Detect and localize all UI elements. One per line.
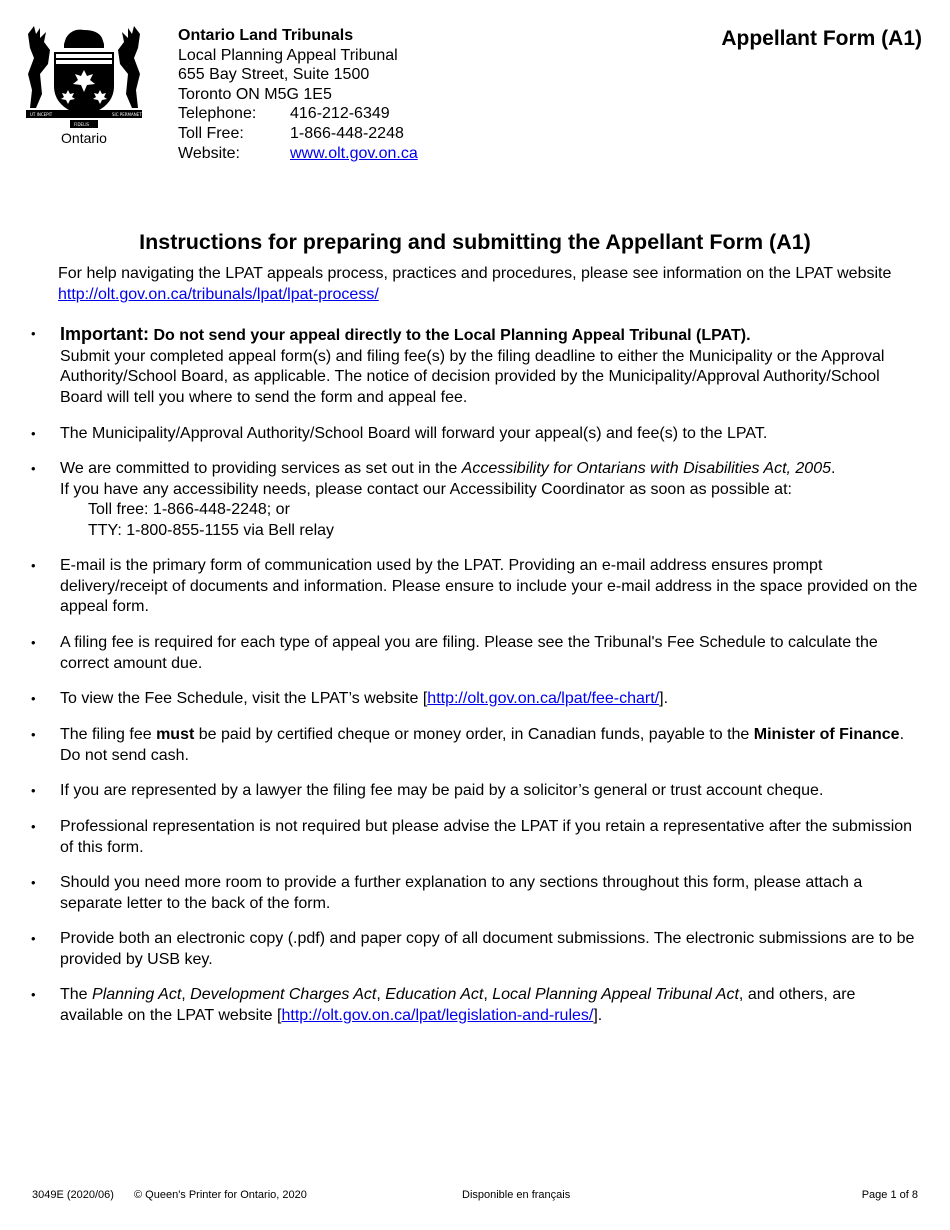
important-text: Submit your completed appeal form(s) and filing fee(s) by the filing deadline to either the Municipality or the Approval Authority/School Board, as applicable. The notice of decision provided by the Municipality/Approval Authority/School Board will tell you where to send the form and appeal fee. bbox=[60, 347, 885, 406]
lpat-act: Local Planning Appeal Tribunal Act bbox=[492, 986, 739, 1003]
representation-text: Professional representation is not required but please advise the LPAT if you retain a representative after the submission of this form. bbox=[60, 818, 913, 856]
website-link[interactable]: www.olt.gov.on.ca bbox=[290, 144, 418, 162]
payment-text-c: . Do not send cash. bbox=[60, 726, 905, 764]
bullet: • bbox=[31, 727, 36, 742]
lawyer-text: If you are represented by a lawyer the filing fee may be paid by a solicitor’s general or trust account cheque. bbox=[60, 782, 824, 799]
fee-schedule-text-a: To view the Fee Schedule, visit the LPAT’s website [ bbox=[60, 690, 428, 707]
access-text-a: We are committed to providing services as set out in the bbox=[60, 460, 462, 477]
email-text: E-mail is the primary form of communication used by the LPAT. Providing an e-mail address ensures prompt delivery/receipt of documents and information. Please ensure to include your e-mail address in the space provided on the appeal form. bbox=[60, 557, 918, 615]
intro-text: For help navigating the LPAT appeals process, practices and procedures, please see information on the LPAT website bbox=[58, 265, 892, 282]
list-item-body bbox=[60, 324, 922, 408]
more-room-text: Should you need more room to provide a further explanation to any sections throughout this form, please attach a separate letter to the back of the form. bbox=[60, 874, 863, 912]
tollfree-value: 1-866-448-2248 bbox=[290, 124, 404, 142]
payment-must: must bbox=[156, 726, 195, 743]
telephone-label: Telephone: bbox=[178, 105, 257, 123]
forward-text: The Municipality/Approval Authority/School Board will forward your appeal(s) and fee(s) to the LPAT. bbox=[60, 425, 768, 442]
payment-text-b: be paid by certified cheque or money order, in Canadian funds, payable to the bbox=[194, 726, 754, 743]
important-keyword: Important: bbox=[60, 324, 149, 344]
legislation-link[interactable]: http://olt.gov.on.ca/lpat/legislation-and-rules/ bbox=[281, 1006, 594, 1024]
bullet: • bbox=[31, 819, 36, 834]
list-item-body bbox=[60, 689, 922, 710]
address-line-1: 655 Bay Street, Suite 1500 bbox=[178, 66, 370, 84]
access-tollfree: Toll free: 1-866-448-2248; or bbox=[88, 501, 290, 518]
motto-left: UT INCEPIT bbox=[30, 112, 53, 117]
access-text-b: . bbox=[831, 460, 836, 477]
ontario-coat-of-arms-logo bbox=[24, 24, 144, 149]
development-charges-act: Development Charges Act bbox=[190, 986, 377, 1003]
access-text-c: If you have any accessibility needs, please contact our Accessibility Coordinator as soon as possible at: bbox=[60, 480, 792, 498]
form-code: 3049E (2020/06) bbox=[32, 1189, 114, 1201]
bullet: • bbox=[31, 635, 36, 650]
org-name: Ontario Land Tribunals bbox=[178, 27, 354, 44]
page-heading: Instructions for preparing and submitting the Appellant Form (A1) bbox=[139, 230, 811, 254]
list-item-body bbox=[60, 725, 922, 766]
telephone-row bbox=[178, 104, 418, 124]
motto-center: FIDELIS bbox=[74, 122, 90, 127]
payment-text-a: The filing fee bbox=[60, 726, 157, 743]
payment-payee: Minister of Finance bbox=[753, 726, 900, 743]
fee-chart-link[interactable]: http://olt.gov.on.ca/lpat/fee-chart/ bbox=[427, 690, 660, 707]
list-item-body bbox=[60, 459, 922, 541]
page-number: Page 1 of 8 bbox=[861, 1189, 918, 1201]
list-item-body bbox=[60, 985, 922, 1026]
important-warning: Do not send your appeal directly to the Local Planning Appeal Tribunal (LPAT). bbox=[149, 327, 751, 344]
separator: , bbox=[483, 986, 493, 1003]
organization-contact-block bbox=[178, 26, 418, 163]
tribunal-name: Local Planning Appeal Tribunal bbox=[178, 46, 398, 64]
bullet: • bbox=[31, 691, 36, 706]
intro-paragraph bbox=[58, 264, 918, 305]
aoda-act-title: Accessibility for Ontarians with Disabilities Act, 2005 bbox=[461, 460, 831, 477]
bullet: • bbox=[31, 326, 36, 341]
french-availability: Disponible en français bbox=[462, 1189, 571, 1201]
logo-caption: Ontario bbox=[61, 130, 107, 146]
tollfree-row bbox=[178, 124, 418, 144]
access-tty: TTY: 1-800-855-1155 via Bell relay bbox=[88, 521, 335, 539]
form-title: Appellant Form (A1) bbox=[721, 27, 922, 50]
bullet: • bbox=[31, 931, 36, 946]
fee-schedule-text-b: ]. bbox=[659, 690, 669, 707]
tollfree-label: Toll Free: bbox=[178, 124, 244, 142]
bullet: • bbox=[31, 987, 36, 1002]
copyright: © Queen's Printer for Ontario, 2020 bbox=[134, 1189, 307, 1201]
fee-required-text: A filing fee is required for each type of appeal you are filing. Please see the Tribunal's Fee Schedule to calculate the correct amount due. bbox=[60, 634, 878, 672]
legislation-text-a: The bbox=[60, 986, 93, 1003]
copies-text: Provide both an electronic copy (.pdf) and paper copy of all document submissions. The electronic submissions are to be provided by USB key. bbox=[60, 930, 915, 968]
website-label: Website: bbox=[178, 144, 240, 162]
bullet: • bbox=[31, 875, 36, 890]
bullet: • bbox=[31, 426, 36, 441]
motto-right: SIC PERMANET bbox=[112, 112, 142, 117]
address-line-2: Toronto ON M5G 1E5 bbox=[178, 85, 332, 103]
separator: , bbox=[376, 986, 386, 1003]
planning-act: Planning Act bbox=[92, 986, 182, 1003]
website-row bbox=[178, 144, 418, 164]
lpat-process-link[interactable]: http://olt.gov.on.ca/tribunals/lpat/lpat-process/ bbox=[58, 285, 379, 303]
telephone-value: 416-212-6349 bbox=[290, 105, 390, 123]
legislation-text-b: , and others, are available on the LPAT website [ bbox=[60, 986, 856, 1024]
bullet: • bbox=[31, 783, 36, 798]
legislation-text-c: ]. bbox=[593, 1006, 603, 1024]
separator: , bbox=[181, 986, 191, 1003]
bullet: • bbox=[31, 461, 36, 476]
education-act: Education Act bbox=[385, 986, 484, 1003]
bullet: • bbox=[31, 558, 36, 573]
